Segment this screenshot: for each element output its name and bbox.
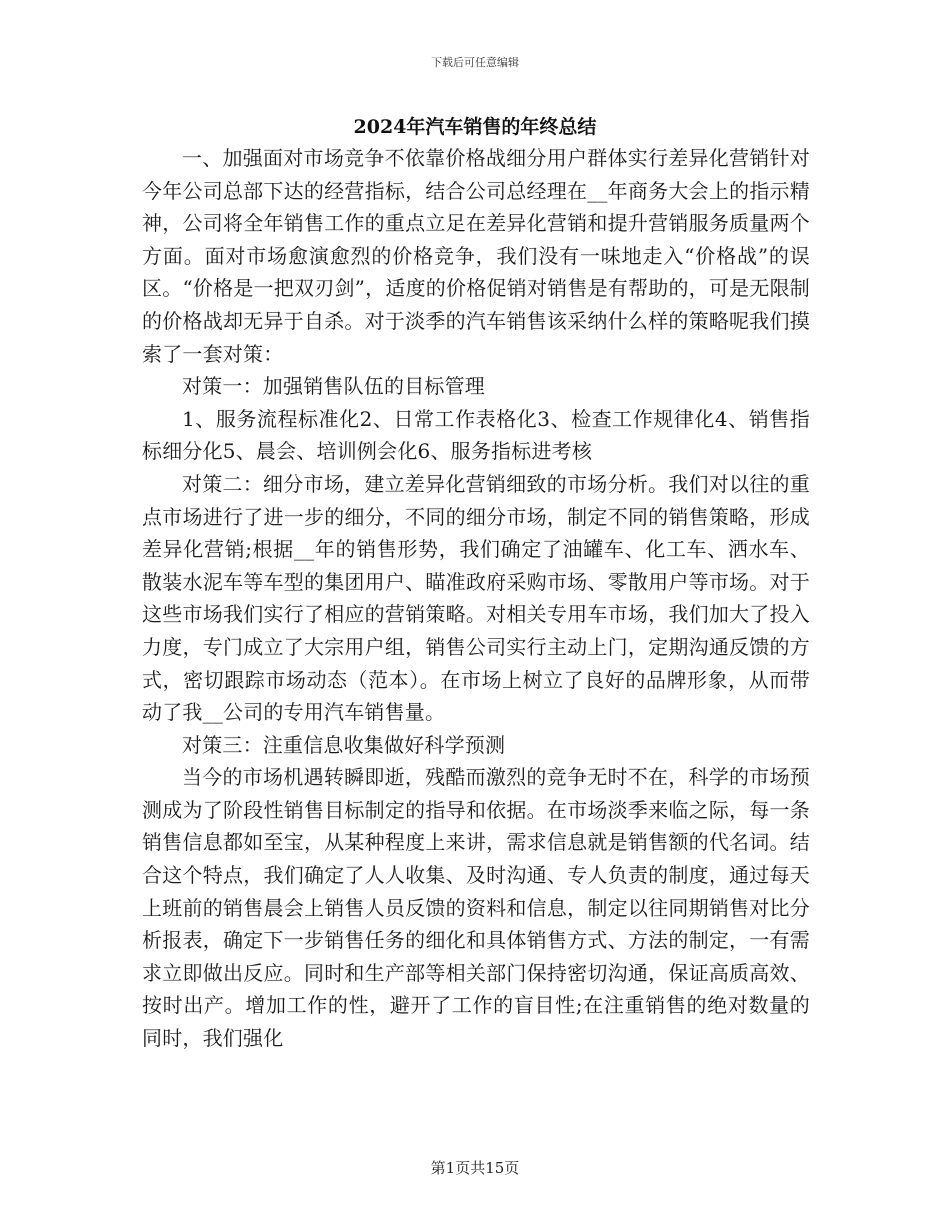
document-title: 2024年汽车销售的年终总结 [353, 116, 597, 138]
page-number-footer: 第1页共15页 [430, 1159, 520, 1177]
paragraph-strategy-one-heading: 对策一：加强销售队伍的目标管理 [182, 374, 485, 399]
paragraph-strategy-three-heading: 对策三：注重信息收集做好科学预测 [182, 732, 506, 757]
paragraph-strategy-three-body: 当今的市场机遇转瞬即逝，残酷而激烈的竞争无时不在，科学的市场预测成为了阶段性销售目标制定的指导和依据。在市场淡季来临之际，每一条销售信息都如至宝，从某种程度上来讲，需求信息就是销售额的代名词。结合这个特点，我们确定了人人收集、及时沟通、专人负责的制度，通过每天上班前的销售晨会上销售人员反馈的资料和信息，制定以往同期销售对比分析报表，确定下一步销售任务的细化和具体销售方式、方法的制定，一有需求立即做出反应。同时和生产部等相关部门保持密切沟通，保证高质高效、按时出产。增加工作的性，避开了工作的盲目性;在注重销售的绝对数量的同时，我们强化 [142, 765, 810, 1051]
paragraph-intro: 一、加强面对市场竞争不依靠价格战细分用户群体实行差异化营销针对今年公司总部下达的经营指标，结合公司总经理在__年商务大会上的指示精神，公司将全年销售工作的重点立足在差异化营销和提升营销服务质量两个方面。面对市场愈演愈烈的价格竞争，我们没有一味地走入“价格战”的误区。“价格是一把双刃剑”，适度的价格促销对销售是有帮助的，可是无限制的价格战却无异于自杀。对于淡季的汽车销售该采纳什么样的策略呢我们摸索了一套对策： [142, 146, 810, 366]
document-body [142, 142, 810, 1055]
paragraph-strategy-one-list: 1、服务流程标准化2、日常工作表格化3、检查工作规律化4、销售指标细分化5、晨会、培训例会化6、服务指标进考核 [142, 406, 810, 464]
page-header-note: 下载后可任意编辑 [431, 56, 519, 69]
paragraph-strategy-two: 对策二：细分市场，建立差异化营销细致的市场分析。我们对以往的重点市场进行了进一步的细分，不同的细分市场，制定不同的销售策略，形成差异化营销;根据__年的销售形势，我们确定了油罐车、化工车、洒水车、散装水泥车等车型的集团用户、瞄准政府采购市场、零散用户等市场。对于这些市场我们实行了相应的营销策略。对相关专用车市场，我们加大了投入力度，专门成立了大宗用户组，销售公司实行主动上门，定期沟通反馈的方式，密切跟踪市场动态（范本）。在市场上树立了良好的品牌形象，从而带动了我__公司的专用汽车销售量。 [142, 471, 810, 725]
